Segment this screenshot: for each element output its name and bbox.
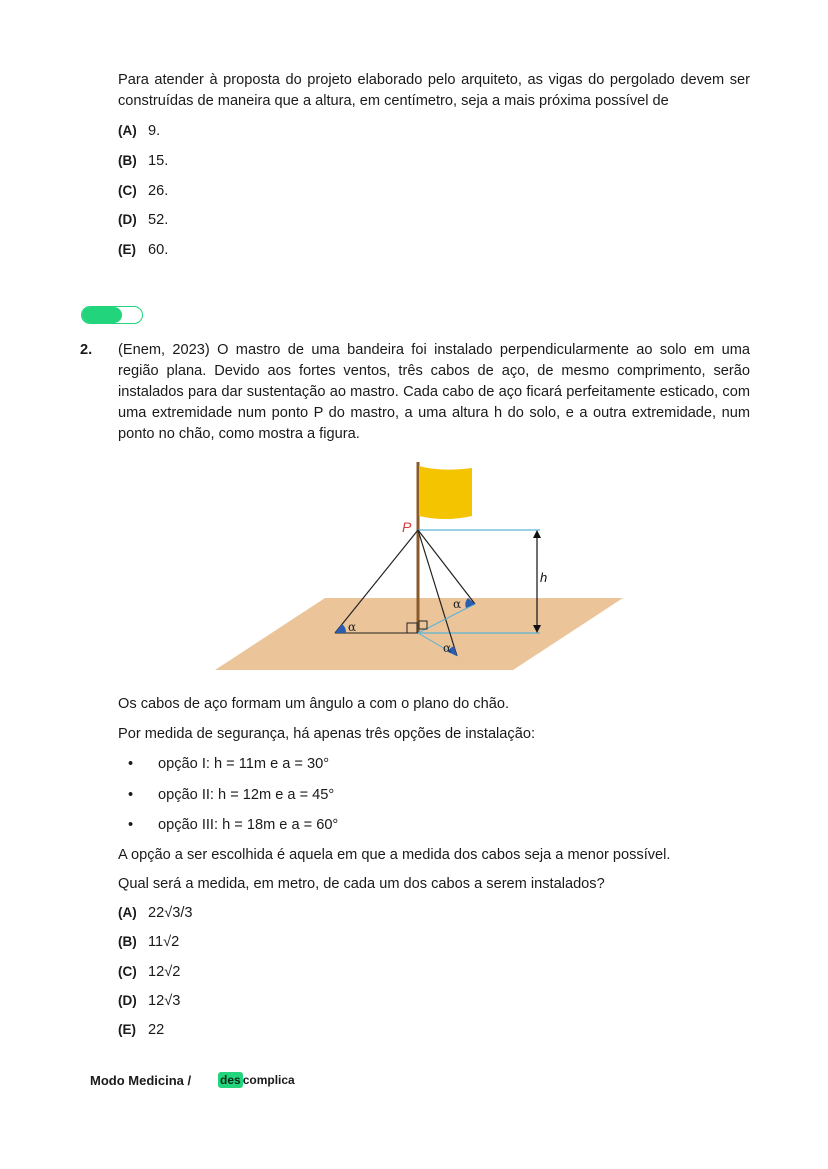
flag <box>419 466 472 519</box>
option-text: 22 <box>148 1022 165 1038</box>
bullet-option-2: • opção II: h = 12m e a = 45° <box>128 787 335 803</box>
q1-option-c[interactable] <box>118 181 168 201</box>
flag-mast-diagram <box>210 458 630 678</box>
option-letter: (B) <box>118 934 137 949</box>
q1-option-e[interactable] <box>118 240 168 260</box>
option-letter: (C) <box>118 183 137 198</box>
q2-criterion: A opção a ser escolhida é aquela em que a medida dos cabos seja a menor possível. <box>118 847 671 863</box>
q2-options-intro: Por medida de segurança, há apenas três opções de instalação: <box>118 726 536 742</box>
footer-brand: Modo Medicina / <box>90 1073 192 1088</box>
q2-option-e[interactable] <box>118 1020 164 1040</box>
q2-option-a[interactable] <box>118 903 193 923</box>
bullet-option-3: • opção III: h = 18m e a = 60° <box>128 817 339 833</box>
svg-text:α: α <box>453 597 462 611</box>
bullet-icon: • <box>128 787 134 803</box>
descomplica-logo: des complica <box>220 1073 295 1087</box>
option-letter: (B) <box>118 153 137 168</box>
svg-text:α: α <box>348 620 357 634</box>
option-text: 9. <box>148 123 161 139</box>
option-text: 15. <box>148 153 169 169</box>
q2-stem: (Enem, 2023) O mastro de uma bandeira foi instalado perpendicularmente ao solo em uma região plana. Devido aos fortes ventos, três cabos de aço, de mesmo comprimento, serão instalados para dar sustentação ao mastro. Cada cabo de aço ficará perfeitamente esticado, com uma extremidade num ponto P do mastro, a uma altura h do solo, e a outra extremidade, num ponto no chão, como mostra a figura. <box>118 342 750 442</box>
option-letter: (D) <box>118 212 137 227</box>
option-letter: (A) <box>118 905 137 920</box>
height-label: h <box>540 570 548 585</box>
question-number: 2. <box>80 342 93 358</box>
option-letter: (C) <box>118 964 137 979</box>
q2-angle-statement: Os cabos de aço formam um ângulo a com o plano do chão. <box>118 696 510 712</box>
flag-mast-figure <box>210 458 630 683</box>
option-letter: (E) <box>118 242 136 257</box>
q2-option-c[interactable] <box>118 962 180 982</box>
option-letter: (A) <box>118 123 137 138</box>
option-text: 60. <box>148 242 169 258</box>
option-text: 12√2 <box>148 964 181 980</box>
section-toggle-decoration <box>81 306 143 324</box>
q1-option-a[interactable] <box>118 121 160 141</box>
q2-option-d[interactable] <box>118 991 180 1011</box>
option-letter: (E) <box>118 1022 136 1037</box>
toggle-fill <box>82 307 122 323</box>
option-text: 26. <box>148 183 169 199</box>
q1-stem: Para atender à proposta do projeto elaborado pelo arquiteto, as vigas do pergolado devem ser construídas de maneira que a altura, em centímetro, seja a mais próxima possível de <box>118 72 750 109</box>
option-text: 52. <box>148 212 169 228</box>
q1-option-d[interactable] <box>118 210 168 230</box>
bullet-icon: • <box>128 817 134 833</box>
q2-option-b[interactable] <box>118 932 179 952</box>
svg-text:α: α <box>443 641 452 655</box>
q1-option-b[interactable] <box>118 151 168 171</box>
option-text: 11√2 <box>148 934 180 950</box>
bullet-option-1: • opção I: h = 11m e a = 30° <box>128 756 330 772</box>
cable-right <box>418 530 475 604</box>
option-text: 12√3 <box>148 993 181 1009</box>
option-letter: (D) <box>118 993 137 1008</box>
bullet-icon: • <box>128 756 134 772</box>
option-text: 22√3/3 <box>148 905 193 921</box>
q2-question: Qual será a medida, em metro, de cada um dos cabos a serem instalados? <box>118 876 605 892</box>
point-label: P <box>402 519 412 535</box>
